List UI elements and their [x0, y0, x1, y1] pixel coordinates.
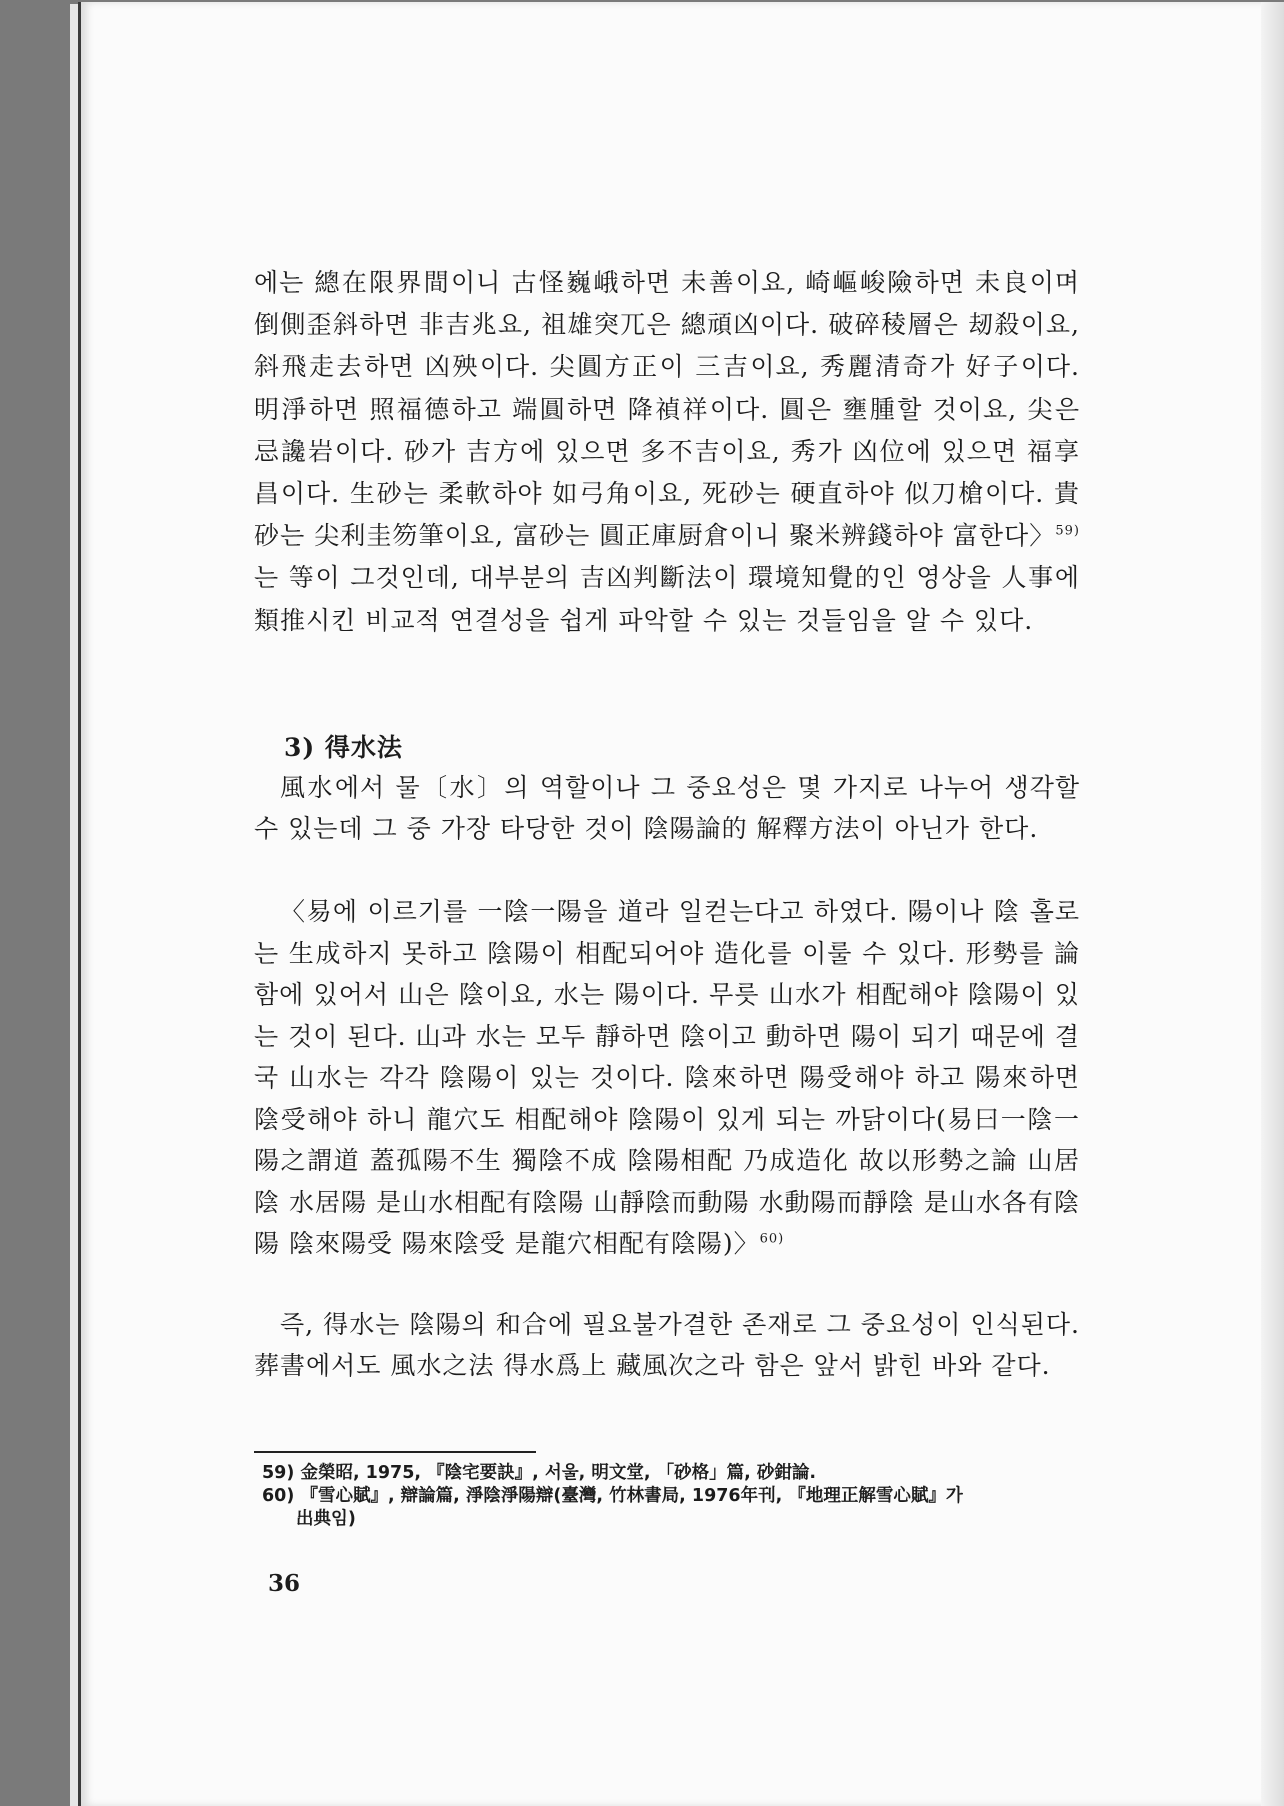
footnote-ref-60: 60) — [759, 1231, 785, 1247]
page-number: 36 — [268, 1570, 301, 1597]
footnote-60: 60) 『雪心賦』, 辯論篇, 淨陰淨陽辯(臺灣, 竹林書局, 1976年刊, 『地理正解雪心賦』가 — [262, 1486, 963, 1506]
footnote-ref-59: 59) — [1055, 523, 1080, 539]
footnotes — [262, 1462, 1092, 1531]
paragraph-top-text: 에는 總在限界間이니 古怪巍峨하면 未善이요, 崎嶇峻險하면 未良이며 倒側歪斜하면 非吉兆요, 祖雄突兀은 總頑凶이다. 破碎稜層은 刼殺이요, 斜飛走去하면 凶殃이다. 尖圓方正이 三吉이요, 秀麗清奇가 好子이다. 明淨하면 照福德하고 端圓하면 降禎祥이다. 圓은 壅腫할 것이요, 尖은 忌讒岩이다. 砂가 吉方에 있으면 多不吉이요, 秀가 凶位에 있으면 福享昌이다. 生砂는 柔軟하야 如弓角이요, 死砂는 硬直하야 似刀槍이다. 貴砂는 尖利圭笏筆이요, 富砂는 圓正庫厨倉이니 聚米辨錢하야 富한다〉 — [254, 268, 1080, 551]
paragraph-top-tail: 는 等이 그것인데, 대부분의 吉凶判斷法이 環境知覺的인 영상을 人事에 類推시킨 비교적 연결성을 쉽게 파악할 수 있는 것들임을 알 수 있다. — [254, 563, 1080, 635]
paragraph-body — [254, 767, 1080, 850]
section-heading: 3) 得水法 — [284, 733, 403, 762]
page-edge — [1261, 2, 1284, 1806]
paragraph-top — [254, 262, 1080, 642]
footnote-divider — [254, 1451, 536, 1453]
paragraph-quote — [254, 891, 1080, 1265]
paragraph-final-text: 즉, 得水는 陰陽의 和合에 필요불가결한 존재로 그 중요성이 인식된다. 葬書에서도 風水之法 得水爲上 藏風次之라 함은 앞서 밝힌 바와 같다. — [254, 1310, 1080, 1381]
paragraph-final — [254, 1304, 1080, 1387]
footnote-60-continued: 出典임) — [296, 1509, 356, 1529]
footnote-59: 59) 金榮昭, 1975, 『陰宅要訣』, 서울, 明文堂, 「砂格」篇, 砂鉗論. — [262, 1463, 817, 1483]
paragraph-body-text: 風水에서 물〔水〕의 역할이나 그 중요성은 몇 가지로 나누어 생각할 수 있는데 그 중 가장 타당한 것이 陰陽論的 解釋方法이 아닌가 한다. — [254, 773, 1080, 844]
paragraph-quote-text: 〈易에 이르기를 一陰一陽을 道라 일컫는다고 하였다. 陽이나 陰 홀로는 生成하지 못하고 陰陽이 相配되어야 造化를 이룰 수 있다. 形勢를 論함에 있어서 山은 陰이요, 水는 陽이다. 무릇 山水가 相配해야 陰陽이 있는 것이 된다. 山과 水는 모두 靜하면 陰이고 動하면 陽이 되기 때문에 결국 山水는 각각 陰陽이 있는 것이다. 陰來하면 陽受해야 하고 陽來하면 陰受해야 하니 龍穴도 相配해야 陰陽이 있게 되는 까닭이다(易曰一陰一陽之謂道 蓋孤陽不生 獨陰不成 陰陽相配 乃成造化 故以形勢之論 山居陰 水居陽 是山水相配有陰陽 山靜陰而動陽 水動陽而靜陰 是山水各有陰陽 陰來陽受 陽來陰受 是龍穴相配有陰陽)〉 — [254, 897, 1080, 1258]
